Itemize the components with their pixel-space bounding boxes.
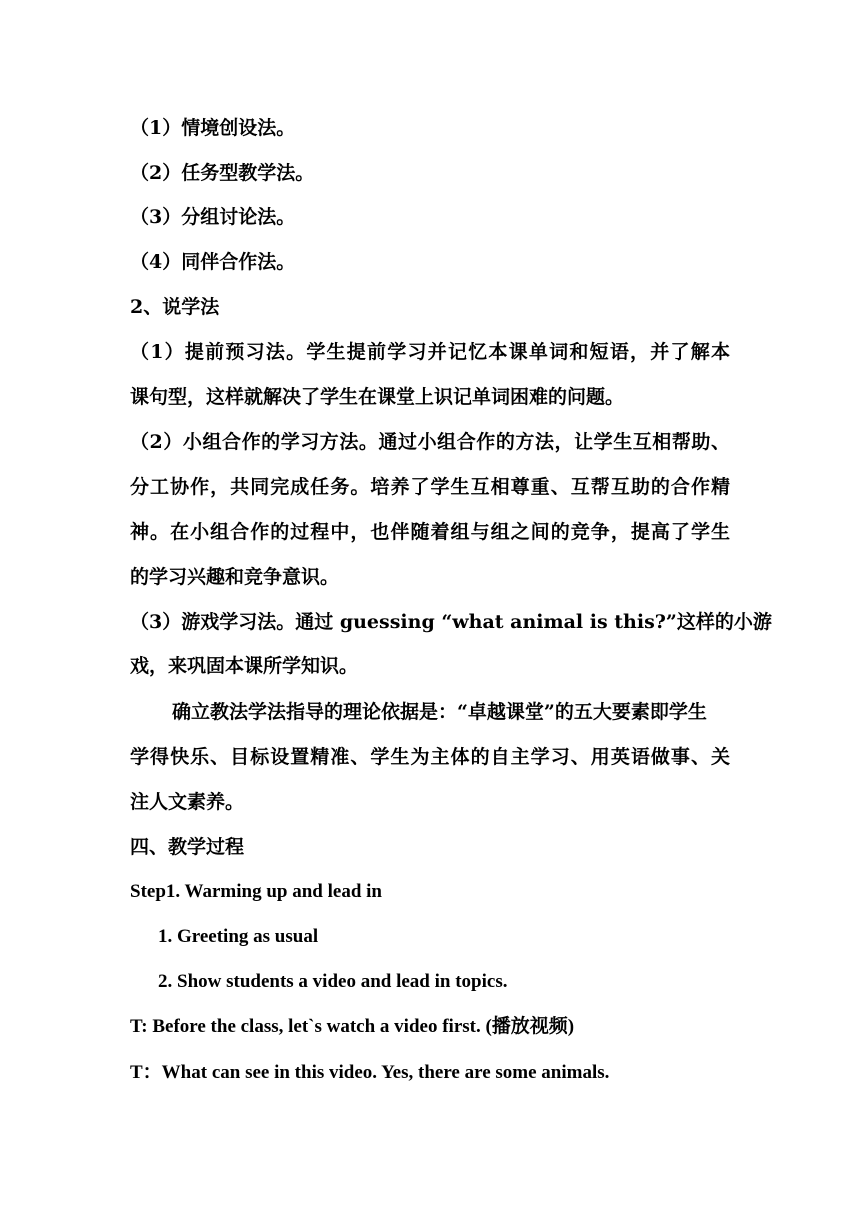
theory-p-line-3: 注人文素养。 xyxy=(130,791,245,813)
method-item-2: （2）任务型教学法。 xyxy=(130,162,315,184)
dialogue-line-2: T：What can see in this video. Yes, there are some animals. xyxy=(130,1062,610,1083)
learning-p3-line-1: （3）游戏学习法。通过 guessing “what animal is this?”这样的小游 xyxy=(130,611,772,633)
method-item-4: （4）同伴合作法。 xyxy=(130,251,296,273)
theory-p-line-1: 确立教法学法指导的理论依据是：“卓越课堂”的五大要素即学生 xyxy=(172,701,707,723)
dialogue-line-1: T: Before the class, let`s watch a video first. (播放视频) xyxy=(130,1016,575,1037)
method-item-1: （1）情境创设法。 xyxy=(130,117,296,139)
learning-p2-line-3: 神。在小组合作的过程中，也伴随着组与组之间的竞争，提高了学生 xyxy=(130,521,730,543)
step-item-1: 1. Greeting as usual xyxy=(158,926,319,947)
method-item-3: （3）分组讨论法。 xyxy=(130,206,296,228)
learning-methods-heading: 2、说学法 xyxy=(130,296,220,318)
learning-p3-line-2: 戏，来巩固本课所学知识。 xyxy=(130,655,359,677)
step-item-2: 2. Show students a video and lead in topics. xyxy=(158,971,508,992)
learning-p2-line-1: （2）小组合作的学习方法。通过小组合作的方法，让学生互相帮助、 xyxy=(130,431,730,453)
learning-p2-line-2: 分工协作，共同完成任务。培养了学生互相尊重、互帮互助的合作精 xyxy=(130,476,730,498)
step-heading: Step1. Warming up and lead in xyxy=(130,881,383,902)
learning-p1-line-1: （1）提前预习法。学生提前学习并记忆本课单词和短语，并了解本 xyxy=(130,341,730,363)
section-heading: 四、教学过程 xyxy=(130,836,245,858)
learning-p1-line-2: 课句型，这样就解决了学生在课堂上识记单词困难的问题。 xyxy=(130,386,625,408)
theory-p-line-2: 学得快乐、目标设置精准、学生为主体的自主学习、用英语做事、关 xyxy=(130,746,730,768)
learning-p2-line-4: 的学习兴趣和竞争意识。 xyxy=(130,566,340,588)
